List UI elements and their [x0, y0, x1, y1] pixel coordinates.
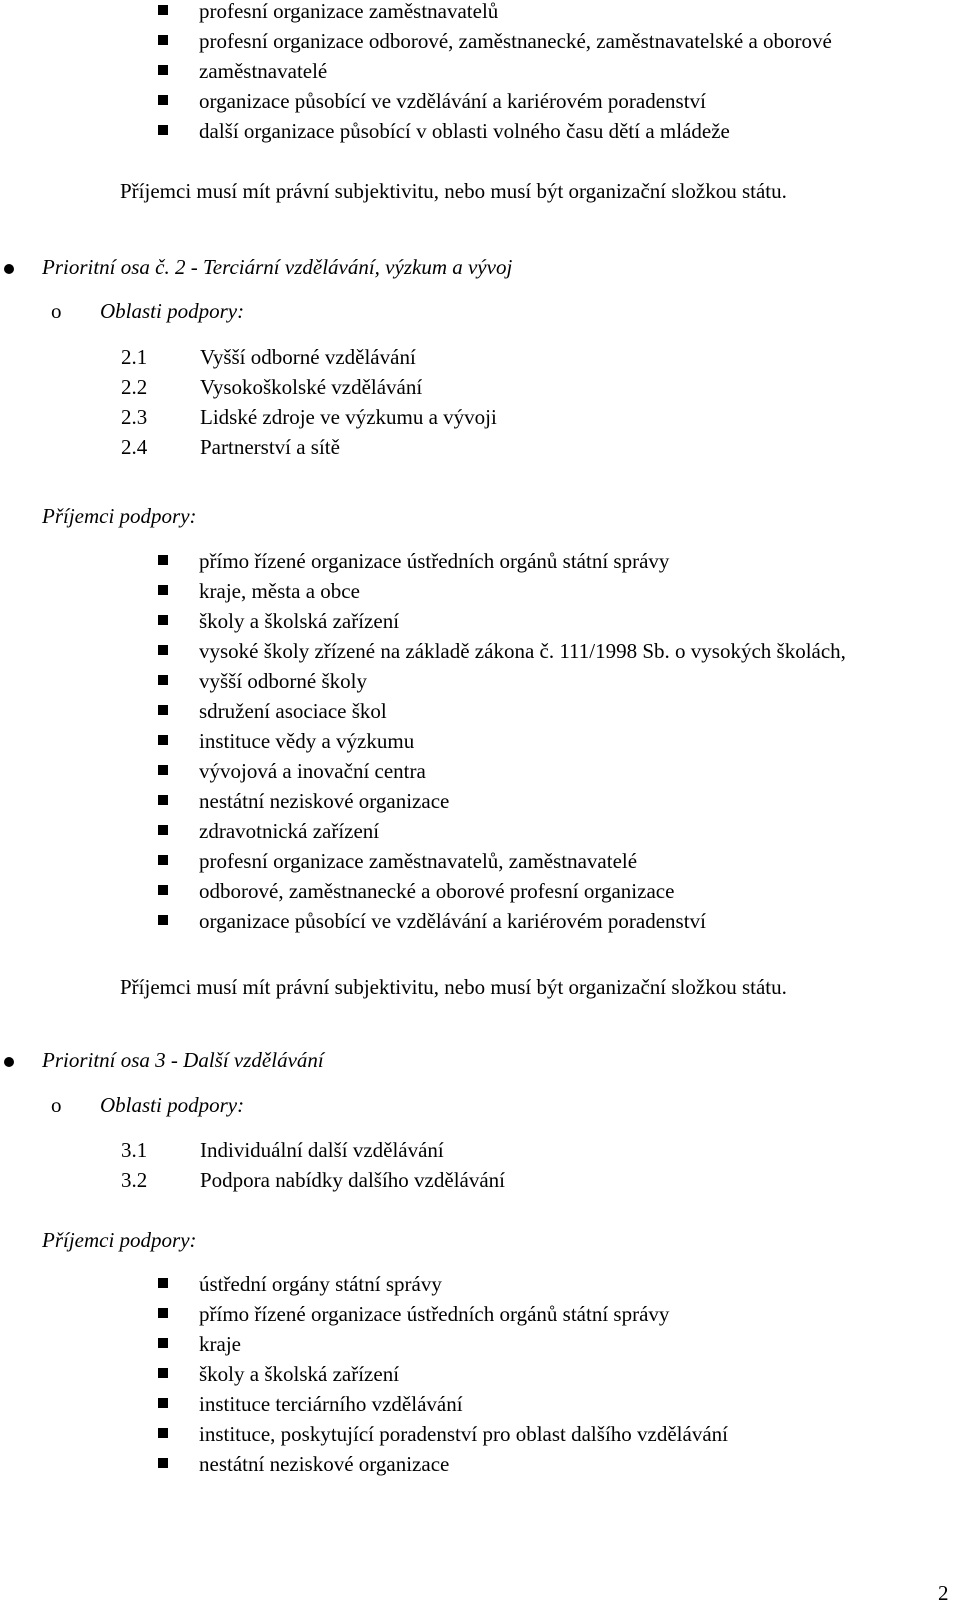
square-bullet-icon: [158, 95, 168, 105]
section-heading: Prioritní osa 3 - Další vzdělávání: [0, 1045, 324, 1075]
list-item: školy a školská zařízení: [0, 1359, 959, 1389]
list-item: profesní organizace zaměstnavatelů, zaměstnavatelé: [0, 846, 959, 876]
circle-bullet-icon: o: [51, 1093, 62, 1117]
square-bullet-icon: [158, 65, 168, 75]
recipients-list: [0, 546, 959, 936]
list-item: organizace působící ve vzdělávání a kariérovém poradenství: [0, 86, 959, 116]
list-item: kraje, města a obce: [0, 576, 959, 606]
square-bullet-icon: [158, 1428, 168, 1438]
list-item: sdružení asociace škol: [0, 696, 959, 726]
list-item: ústřední orgány státní správy: [0, 1269, 959, 1299]
page-number: 2: [938, 1581, 949, 1605]
support-areas-list: [0, 342, 497, 462]
round-bullet-icon: [4, 264, 14, 274]
list-item: další organizace působící v oblasti volného času dětí a mládeže: [0, 116, 959, 146]
list-item: instituce vědy a výzkumu: [0, 726, 959, 756]
square-bullet-icon: [158, 1278, 168, 1288]
list-item: 3.1 Individuální další vzdělávání: [121, 1138, 444, 1162]
list-item: přímo řízené organizace ústředních orgánů státní správy: [0, 1299, 959, 1329]
list-item: kraje: [0, 1329, 959, 1359]
list-item: vyšší odborné školy: [0, 666, 959, 696]
square-bullet-icon: [158, 855, 168, 865]
section-heading: Prioritní osa č. 2 - Terciární vzdělávání, výzkum a vývoj: [0, 252, 512, 282]
top-recipients-list: [0, 0, 959, 146]
list-item: nestátní neziskové organizace: [0, 1449, 959, 1479]
list-item: vývojová a inovační centra: [0, 756, 959, 786]
list-item: zaměstnavatelé: [0, 56, 959, 86]
support-areas-heading: o Oblasti podpory:: [0, 1090, 244, 1120]
list-item: 2.2 Vysokoškolské vzdělávání: [121, 375, 423, 399]
legal-note: Příjemci musí mít právní subjektivitu, nebo musí být organizační složkou státu.: [120, 975, 787, 999]
square-bullet-icon: [158, 1398, 168, 1408]
list-item: nestátní neziskové organizace: [0, 786, 959, 816]
list-item: profesní organizace odborové, zaměstnanecké, zaměstnavatelské a oborové: [0, 26, 899, 56]
list-item: přímo řízené organizace ústředních orgánů státní správy: [0, 546, 959, 576]
square-bullet-icon: [158, 645, 168, 655]
list-item: profesní organizace zaměstnavatelů: [0, 0, 959, 26]
legal-note: Příjemci musí mít právní subjektivitu, nebo musí být organizační složkou státu.: [120, 179, 787, 203]
square-bullet-icon: [158, 585, 168, 595]
square-bullet-icon: [158, 555, 168, 565]
list-item: 2.1 Vyšší odborné vzdělávání: [121, 345, 416, 369]
circle-bullet-icon: o: [51, 299, 62, 323]
square-bullet-icon: [158, 885, 168, 895]
list-item: instituce terciárního vzdělávání: [0, 1389, 959, 1419]
list-item: vysoké školy zřízené na základě zákona č. 111/1998 Sb. o vysokých školách,: [0, 636, 959, 666]
list-item: školy a školská zařízení: [0, 606, 959, 636]
square-bullet-icon: [158, 615, 168, 625]
recipients-list: [0, 1269, 959, 1479]
recipients-heading: Příjemci podpory:: [42, 1228, 197, 1252]
support-areas-list: [0, 1135, 505, 1195]
square-bullet-icon: [158, 765, 168, 775]
square-bullet-icon: [158, 675, 168, 685]
list-item: 2.3 Lidské zdroje ve výzkumu a vývoji: [121, 405, 497, 429]
list-item: organizace působící ve vzdělávání a kariérovém poradenství: [0, 906, 959, 936]
square-bullet-icon: [158, 125, 168, 135]
list-item: 3.2 Podpora nabídky dalšího vzdělávání: [121, 1168, 506, 1192]
square-bullet-icon: [158, 705, 168, 715]
square-bullet-icon: [158, 35, 168, 45]
square-bullet-icon: [158, 1458, 168, 1468]
square-bullet-icon: [158, 5, 168, 15]
list-item: odborové, zaměstnanecké a oborové profesní organizace: [0, 876, 959, 906]
list-item: 2.4 Partnerství a sítě: [121, 435, 340, 459]
recipients-heading: Příjemci podpory:: [42, 504, 197, 528]
square-bullet-icon: [158, 825, 168, 835]
square-bullet-icon: [158, 1308, 168, 1318]
list-item: zdravotnická zařízení: [0, 816, 959, 846]
square-bullet-icon: [158, 795, 168, 805]
square-bullet-icon: [158, 735, 168, 745]
square-bullet-icon: [158, 1338, 168, 1348]
support-areas-heading: o Oblasti podpory:: [0, 296, 244, 326]
square-bullet-icon: [158, 1368, 168, 1378]
round-bullet-icon: [4, 1057, 14, 1067]
list-item: instituce, poskytující poradenství pro oblast dalšího vzdělávání: [0, 1419, 959, 1449]
square-bullet-icon: [158, 915, 168, 925]
